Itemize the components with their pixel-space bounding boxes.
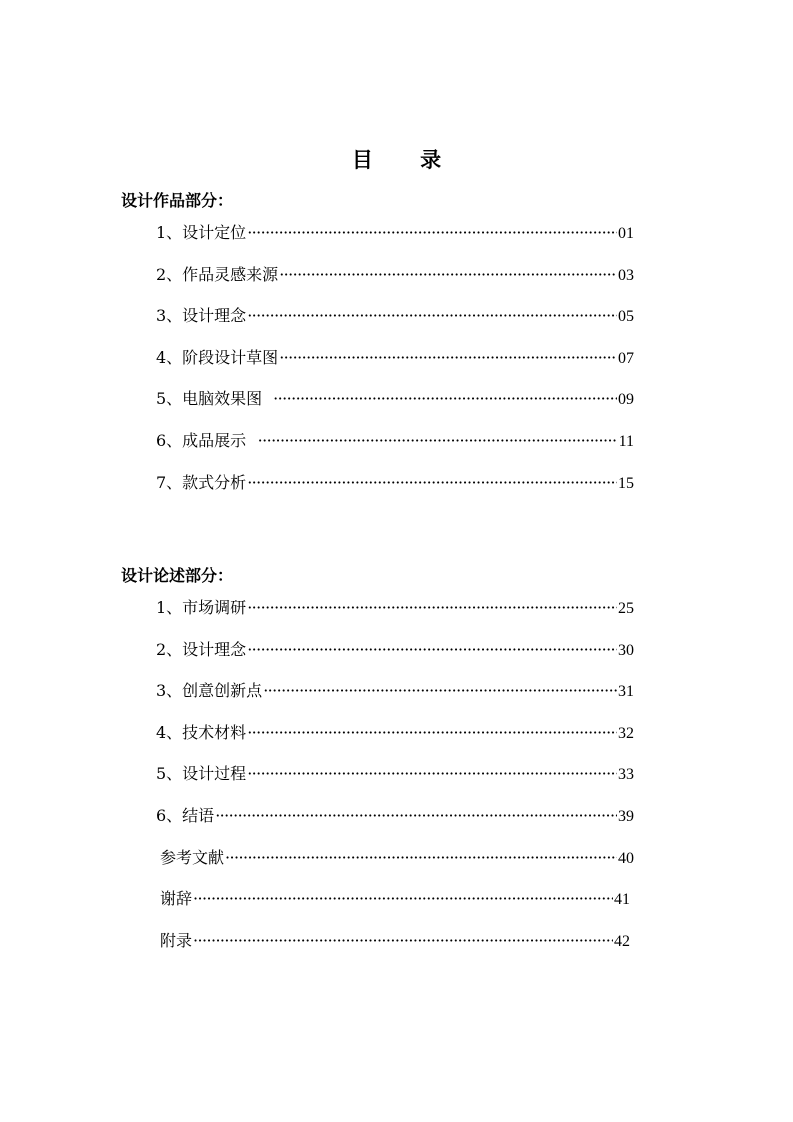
section-heading-design-works: 设计作品部分： bbox=[121, 191, 234, 210]
toc-entry[interactable] bbox=[156, 763, 634, 805]
dot-leader bbox=[263, 680, 617, 702]
toc-entry-page: 41 bbox=[614, 891, 630, 909]
toc-entry-page: 25 bbox=[618, 600, 634, 617]
toc-entry-page: 31 bbox=[618, 683, 634, 701]
toc-entry-label: 4、技术材料 bbox=[156, 722, 247, 742]
dot-leader bbox=[247, 597, 617, 619]
dot-leader bbox=[279, 347, 617, 369]
toc-entry[interactable] bbox=[156, 930, 630, 972]
dot-leader bbox=[247, 305, 617, 327]
section-heading-design-discussion: 设计论述部分： bbox=[121, 566, 234, 585]
toc-entry-label: 7、款式分析 bbox=[156, 472, 247, 492]
dot-leader bbox=[225, 847, 617, 869]
toc-entry-page: 07 bbox=[618, 349, 634, 367]
toc-entry[interactable] bbox=[156, 347, 634, 389]
dot-leader bbox=[247, 472, 617, 494]
toc-entry-page: 09 bbox=[618, 391, 634, 409]
toc-entry-label: 谢辞 bbox=[160, 889, 193, 909]
toc-entry-label: 2、设计理念 bbox=[156, 639, 247, 659]
dot-leader bbox=[193, 888, 613, 910]
toc-entry[interactable] bbox=[156, 847, 634, 889]
toc-entry[interactable] bbox=[156, 388, 634, 430]
dot-leader bbox=[193, 930, 613, 952]
toc-entry-page: 40 bbox=[618, 849, 634, 867]
toc-entry[interactable] bbox=[156, 722, 634, 764]
toc-entry-page: 05 bbox=[618, 308, 634, 326]
toc-entry[interactable] bbox=[156, 597, 634, 639]
toc-entry-page: 42 bbox=[614, 932, 630, 950]
toc-entry-label: 5、电脑效果图 bbox=[156, 389, 263, 409]
toc-entry-label: 6、结语 bbox=[156, 805, 215, 825]
toc-entry-page: 11 bbox=[618, 432, 634, 450]
toc-entry-label: 6、成品展示 bbox=[156, 430, 247, 450]
toc-list-design-works bbox=[156, 222, 634, 513]
toc-entry-label: 3、创意创新点 bbox=[156, 681, 263, 701]
toc-entry[interactable] bbox=[156, 222, 634, 264]
toc-entry[interactable] bbox=[156, 888, 630, 930]
dot-leader bbox=[247, 222, 617, 244]
dot-leader bbox=[247, 639, 617, 661]
toc-entry-label: 1、市场调研 bbox=[156, 598, 247, 617]
dot-leader bbox=[247, 722, 617, 744]
dot-leader bbox=[279, 264, 617, 286]
dot-leader bbox=[215, 805, 617, 827]
toc-entry-page: 32 bbox=[618, 724, 634, 742]
toc-entry[interactable] bbox=[156, 305, 634, 347]
toc-entry-page: 39 bbox=[618, 807, 634, 825]
toc-entry[interactable] bbox=[156, 264, 634, 306]
toc-entry-page: 30 bbox=[618, 641, 634, 659]
toc-entry-label: 4、阶段设计草图 bbox=[156, 347, 279, 367]
dot-leader bbox=[273, 388, 617, 410]
toc-entry[interactable] bbox=[156, 680, 634, 722]
toc-entry-label: 参考文献 bbox=[160, 847, 225, 867]
toc-entry[interactable] bbox=[156, 639, 634, 681]
toc-entry[interactable] bbox=[156, 805, 634, 847]
toc-entry[interactable] bbox=[156, 472, 634, 514]
toc-entry-page: 01 bbox=[618, 225, 634, 242]
toc-list-design-discussion bbox=[156, 597, 634, 971]
dot-leader bbox=[258, 430, 618, 452]
toc-entry-label: 5、设计过程 bbox=[156, 764, 247, 784]
toc-entry-page: 03 bbox=[618, 266, 634, 284]
toc-entry-label: 1、设计定位 bbox=[156, 223, 247, 242]
toc-entry-label: 附录 bbox=[160, 930, 193, 950]
toc-entry-page: 33 bbox=[618, 766, 634, 784]
toc-entry[interactable] bbox=[156, 430, 634, 472]
dot-leader bbox=[247, 763, 617, 785]
toc-entry-page: 15 bbox=[618, 474, 634, 492]
toc-entry-label: 3、设计理念 bbox=[156, 306, 247, 326]
page-title: 目 录 bbox=[351, 148, 462, 172]
toc-entry-label: 2、作品灵感来源 bbox=[156, 264, 279, 284]
